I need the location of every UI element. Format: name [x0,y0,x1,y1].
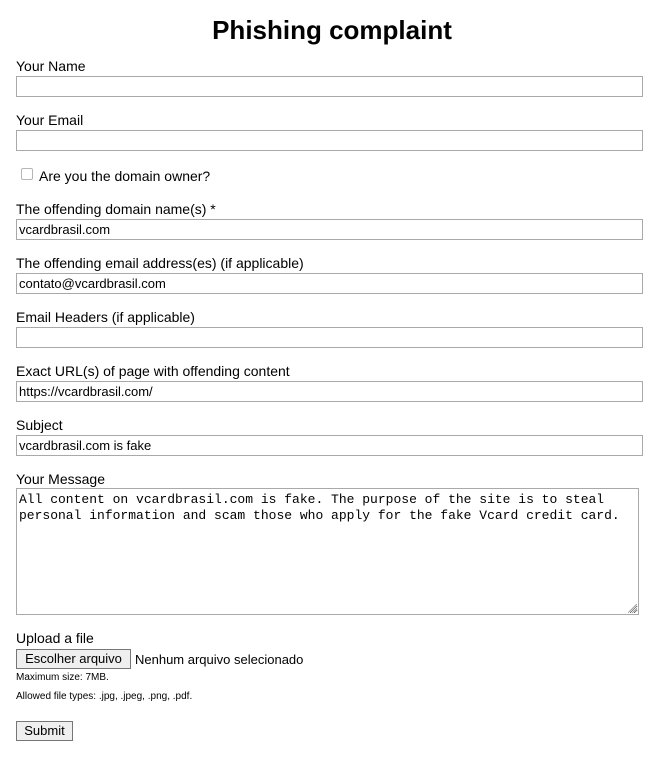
domain-field[interactable] [16,219,643,240]
email-field[interactable] [16,130,643,151]
page-title: Phishing complaint [212,15,452,45]
subject-field[interactable] [16,435,643,456]
allowed-types-note: Allowed file types: .jpg, .jpeg, .png, .pdf. [16,691,193,702]
upload-label: Upload a file [16,630,94,646]
offending-email-label: The offending email address(es) (if applicable) [16,255,304,271]
email-label: Your Email [16,112,84,128]
file-status-text: Nenhum arquivo selecionado [135,652,304,667]
subject-label: Subject [16,417,63,433]
submit-button[interactable]: Submit [16,721,73,741]
name-label: Your Name [16,58,86,74]
email-headers-field[interactable] [16,327,643,348]
email-headers-label: Email Headers (if applicable) [16,309,195,325]
message-label: Your Message [16,471,105,487]
resize-grip-icon[interactable] [628,604,637,613]
offending-email-field[interactable] [16,273,643,294]
url-field[interactable] [16,381,643,402]
url-label: Exact URL(s) of page with offending content [16,363,290,379]
name-field[interactable] [16,76,643,97]
domain-owner-label: Are you the domain owner? [39,168,211,184]
choose-file-button[interactable]: Escolher arquivo [16,649,131,669]
message-textarea[interactable] [16,488,639,615]
domain-owner-checkbox[interactable] [21,168,33,180]
max-size-note: Maximum size: 7MB. [16,672,109,683]
domain-label: The offending domain name(s) * [16,201,216,217]
